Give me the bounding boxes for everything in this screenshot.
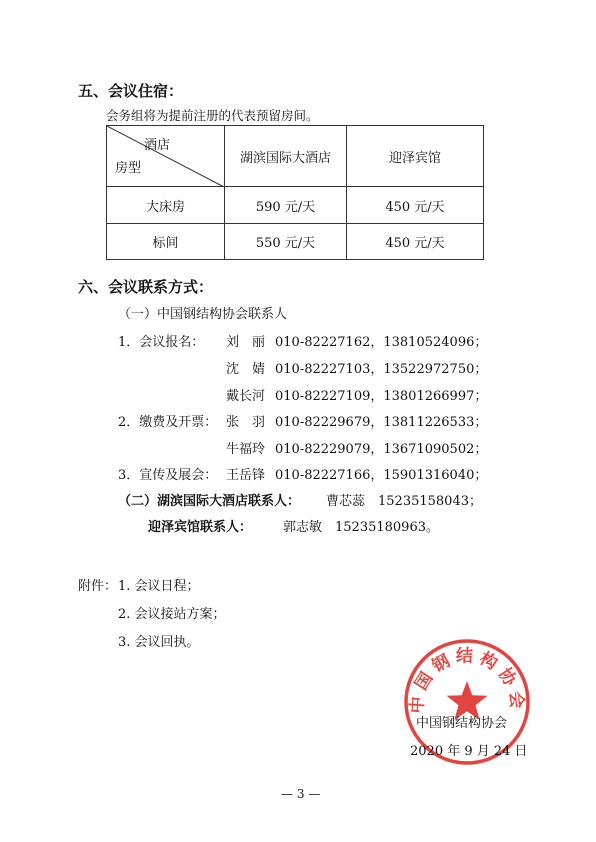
contact-label: 2．缴费及开票：	[118, 415, 218, 430]
hotel-price-table	[106, 125, 484, 260]
corner-hotel-label: 酒店	[143, 138, 170, 153]
hotel-header-1: 湖滨国际大酒店	[225, 126, 347, 187]
table-row	[107, 224, 484, 260]
price-cell: 450 元/天	[347, 187, 484, 224]
corner-room-type-label: 房型	[115, 161, 142, 176]
contact-phone: 010-82229079，13671090502；	[275, 442, 488, 457]
attachment-item: 3. 会议回执。	[118, 635, 200, 650]
subsection-2-contact: 曹芯蕊 15235158043；	[326, 494, 482, 509]
contact-phone: 010-82229679，13811226533；	[275, 415, 488, 430]
hotel-header-2: 迎泽宾馆	[347, 126, 484, 187]
section-6-heading: 六、会议联系方式：	[78, 278, 214, 296]
attachments-label: 附件：	[78, 579, 118, 594]
attachment-item: 2. 会议接站方案；	[118, 607, 226, 622]
section-5-intro: 会务组将为提前注册的代表预留房间。	[106, 108, 319, 123]
room-type-cell: 大床房	[107, 187, 225, 224]
svg-text:中国钢结构协会: 中国钢结构协会	[407, 646, 527, 715]
subsection-2-title: （二）湖滨国际大酒店联系人：	[118, 494, 301, 509]
table-row	[107, 187, 484, 224]
section-5-heading: 五、会议住宿：	[78, 82, 184, 100]
signature-organization: 中国钢结构协会	[416, 716, 508, 731]
price-cell: 590 元/天	[225, 187, 347, 224]
room-type-cell: 标间	[107, 224, 225, 260]
contact-label: 3．宣传及展会：	[118, 468, 218, 483]
contact-phone: 010-82227103，13522972750；	[275, 362, 488, 377]
contact-name: 王岳锋	[226, 468, 266, 483]
contact-phone: 010-82227109，13801266997；	[275, 389, 488, 404]
contact-phone: 010-82227166，15901316040；	[275, 468, 488, 483]
subsection-3-title: 迎泽宾馆联系人：	[148, 520, 253, 535]
contact-phone: 010-82227162，13810524096；	[275, 335, 488, 350]
contact-name: 牛福玲	[226, 442, 266, 457]
page-number: — 3 —	[281, 787, 321, 801]
contact-name: 张 羽	[226, 415, 266, 430]
table-corner-cell	[107, 126, 225, 187]
price-cell: 450 元/天	[347, 224, 484, 260]
subsection-3-contact: 郭志敏 15235180963。	[283, 520, 439, 535]
subsection-1-title: （一）中国钢结构协会联系人	[118, 307, 288, 322]
contact-name: 沈 婧	[226, 362, 266, 377]
price-cell: 550 元/天	[225, 224, 347, 260]
contact-name: 刘 丽	[226, 335, 266, 350]
attachment-item: 1. 会议日程；	[118, 579, 200, 594]
signature-date: 2020 年 9 月 24 日	[410, 744, 528, 759]
contact-label: 1．会议报名：	[118, 335, 205, 350]
contact-name: 戴长河	[226, 389, 266, 404]
